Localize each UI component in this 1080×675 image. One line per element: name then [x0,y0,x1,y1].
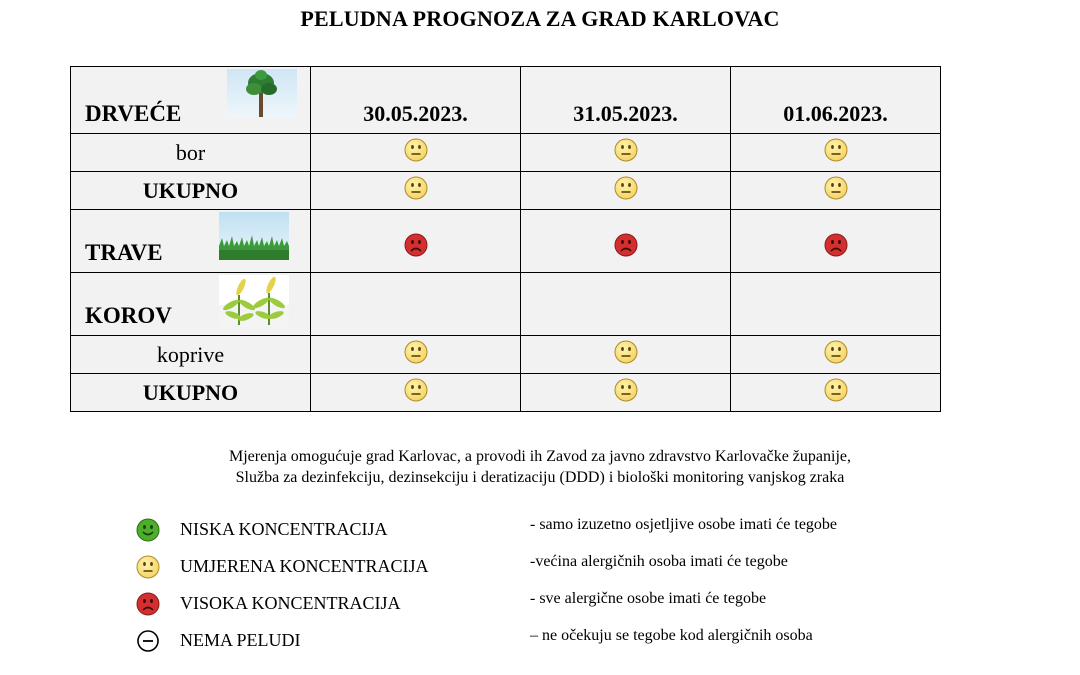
note-line-1: Mjerenja omogućuje grad Karlovac, a provodi ih Zavod za javno zdravstvo Karlovačke županije, [229,448,851,465]
legend-high-desc: - sve alergične osobe imati će tegobe [530,590,767,607]
date-col-1: 30.05.2023. [363,101,468,126]
weeds-category-label: KOROV [85,303,172,328]
pine-level-3 [822,136,850,169]
nettle-label: koprive [71,336,311,374]
legend-none-desc: – ne očekuju se tegobe kod alergičnih osoba [530,627,813,644]
weeds-category-cell [71,273,311,336]
legend-moderate-icon [134,553,162,586]
tree-icon [227,69,297,117]
trees-total-level-3 [822,174,850,207]
weeds-total-level-2 [612,376,640,409]
weeds-total-label: UKUPNO [71,374,311,412]
trees-total-row [71,172,941,210]
legend-none-icon [134,627,162,660]
legend-moderate-name: UMJERENA KONCENTRACIJA [180,556,429,576]
nettle-row [71,336,941,374]
pine-label: bor [71,134,311,172]
weeds-total-row [71,374,941,412]
trees-total-level-2 [612,174,640,207]
legend-moderate-desc: -većina alergičnih osoba imati će tegobe [530,553,788,570]
weed-icon [219,275,289,327]
legend-high-name: VISOKA KONCENTRACIJA [180,593,401,613]
legend-low-icon [134,516,162,549]
legend-row-high [134,588,954,625]
date-col-2: 31.05.2023. [573,101,678,126]
date-col-3: 01.06.2023. [783,101,888,126]
grasses-category-cell [71,210,311,273]
grasses-level-3 [822,231,850,264]
trees-header-row [71,67,941,134]
pine-level-1 [402,136,430,169]
grasses-level-1 [402,231,430,264]
nettle-level-1 [402,338,430,371]
page-title: PELUDNA PROGNOZA ZA GRAD KARLOVAC [300,6,780,31]
measurement-note [140,446,940,488]
legend-low-name: NISKA KONCENTRACIJA [180,519,388,539]
pine-row [71,134,941,172]
legend [134,514,954,662]
weeds-header-row [71,273,941,336]
trees-total-level-1 [402,174,430,207]
grasses-level-2 [612,231,640,264]
trees-category-cell [71,67,311,134]
weeds-total-level-3 [822,376,850,409]
legend-high-icon [134,590,162,623]
legend-none-name: NEMA PELUDI [180,630,301,650]
pollen-forecast-table [70,66,941,412]
legend-row-none [134,625,954,662]
trees-total-label: UKUPNO [71,172,311,210]
nettle-level-3 [822,338,850,371]
grasses-row [71,210,941,273]
note-line-2: Služba za dezinfekciju, dezinsekciju i deratizaciju (DDD) i biološki monitoring vanjskog zraka [235,469,845,486]
weeds-total-level-1 [402,376,430,409]
pine-level-2 [612,136,640,169]
nettle-level-2 [612,338,640,371]
grasses-category-label: TRAVE [85,240,163,265]
trees-category-label: DRVEĆE [85,101,182,126]
legend-row-low [134,514,954,551]
legend-row-moderate [134,551,954,588]
grass-icon [219,212,289,260]
legend-low-desc: - samo izuzetno osjetljive osobe imati će tegobe [530,516,838,533]
